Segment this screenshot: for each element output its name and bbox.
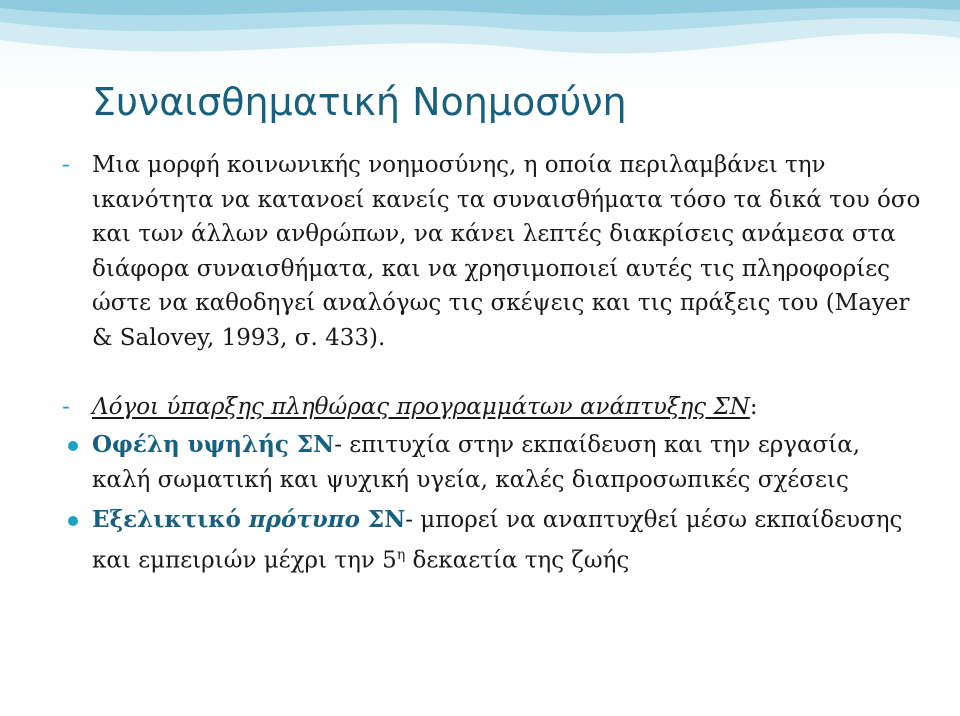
reasons-heading-text: Λόγοι ύπαρξης πληθώρας προγραμμάτων ανάπτυξης ΣΝ xyxy=(92,393,750,420)
bullet-highlight-tail: ΣΝ xyxy=(359,506,406,534)
bullet-dot xyxy=(68,516,78,526)
bullet-highlight-italic: πρότυπο xyxy=(248,506,360,534)
definition-text: Μια μορφή κοινωνικής νοημοσύνης, η οποία περιλαμβάνει την ικανότητα να κατανοεί κανείς τα συναισθήματα τόσο τα δικά του όσο και των άλλων ανθρώπων, να κάνει λεπτές διακρίσεις ανάμεσα στα διάφορα συναισθήματα, και να χρησιμοποιεί αυτές τις πληροφορίες ώστε να καθοδηγεί αναλόγως τις σκέψεις και τις πράξεις του (Mayer & Salovey, 1993, σ. 433). xyxy=(92,152,921,351)
bullet-text-end: δεκαετία της ζωής xyxy=(405,547,630,574)
slide-content xyxy=(62,148,922,578)
bullet-item-evolutionary xyxy=(62,503,922,578)
reasons-heading xyxy=(62,390,922,425)
ordinal-superscript: η xyxy=(396,546,406,563)
bullet-highlight: Εξελικτικό xyxy=(92,506,249,534)
slide-title: Συναισθηματική Νοημοσύνη xyxy=(92,80,627,124)
bullet-text: - επιτυχία στην εκπαίδευση και την εργασία, καλή σωματική και ψυχική υγεία, καλές διαπροσωπικές σχέσεις xyxy=(92,432,861,493)
bullet-dot xyxy=(68,441,78,451)
bullet-highlight-tail: ΣΝ xyxy=(296,431,335,459)
reasons-heading-colon: : xyxy=(749,393,758,420)
bullet-item-benefits xyxy=(62,428,922,497)
bullet-text: - μπορεί να αναπτυχθεί μέσω εκπαίδευσης και εμπειριών μέχρι την 5 xyxy=(92,507,903,574)
definition-paragraph xyxy=(62,148,922,356)
dash-marker: - xyxy=(62,393,70,420)
dash-marker: - xyxy=(62,152,70,178)
bullet-highlight: Οφέλη υψηλής xyxy=(92,431,297,459)
